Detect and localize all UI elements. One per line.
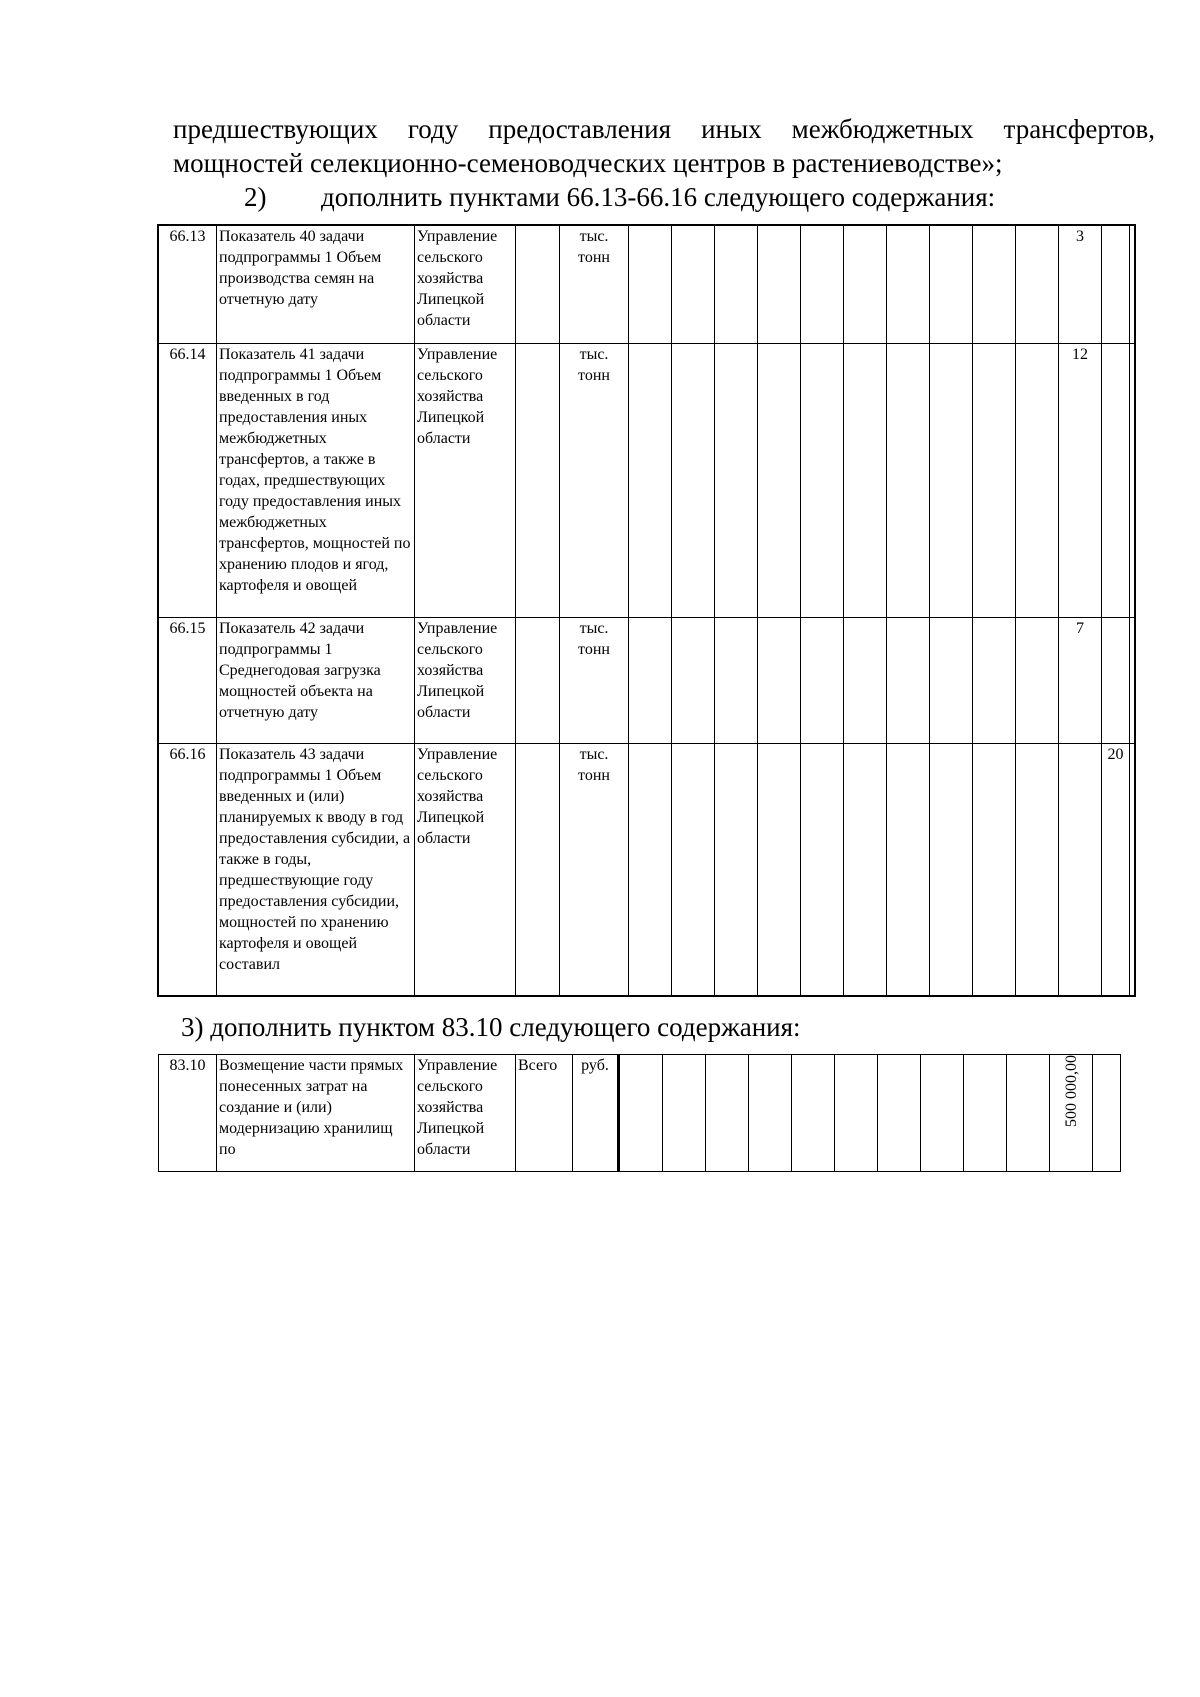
row-number: 66.16 xyxy=(159,744,217,996)
table-row xyxy=(159,226,1135,344)
empty-cell xyxy=(835,1055,878,1172)
empty-cell xyxy=(1007,1055,1050,1172)
empty-cell xyxy=(930,618,973,744)
row-name: Показатель 42 задачи подпрограммы 1 Среднегодовая загрузка мощностей объекта на отчетную дату xyxy=(217,618,415,744)
empty-cell xyxy=(629,226,672,344)
empty-cell xyxy=(758,226,801,344)
empty-cell xyxy=(878,1055,921,1172)
value-text: 500 000,00 xyxy=(1062,1055,1080,1127)
row-unit: тыс. тонн xyxy=(560,618,629,744)
row-value-b xyxy=(1050,1055,1093,1172)
empty-cell xyxy=(706,1055,749,1172)
row-name: Возмещение части прямых понесенных затрат на создание и (или) модернизацию хранилищ по xyxy=(217,1055,415,1172)
table-row xyxy=(159,344,1135,618)
empty-cell xyxy=(672,344,715,618)
row-unit: тыс. тонн xyxy=(560,226,629,344)
row-unit: руб. xyxy=(573,1055,619,1172)
empty-cell xyxy=(715,618,758,744)
item-2-text: дополнить пунктами 66.13-66.16 следующего содержания: xyxy=(321,182,996,212)
empty-cell xyxy=(844,226,887,344)
item-3-heading: 3) дополнить пунктом 83.10 следующего содержания: xyxy=(181,1012,801,1042)
row-value-b xyxy=(1102,344,1130,618)
empty-cell xyxy=(629,344,672,618)
empty-cell xyxy=(663,1055,706,1172)
empty-cell xyxy=(1016,618,1059,744)
empty-cell xyxy=(973,744,1016,996)
empty-cell xyxy=(887,618,930,744)
row-number: 66.14 xyxy=(159,344,217,618)
empty-cell xyxy=(844,744,887,996)
row-number: 66.13 xyxy=(159,226,217,344)
empty-cell xyxy=(715,744,758,996)
empty-cell xyxy=(715,344,758,618)
item-2-heading xyxy=(173,180,1155,214)
empty-cell xyxy=(801,744,844,996)
row-unit: тыс. тонн xyxy=(560,744,629,996)
empty-cell xyxy=(1130,744,1135,996)
table-row xyxy=(159,744,1135,996)
empty-cell xyxy=(801,618,844,744)
empty-cell xyxy=(672,618,715,744)
row-number: 66.15 xyxy=(159,618,217,744)
row-department: Управление сельского хозяйства Липецкой области xyxy=(415,1055,516,1172)
empty-cell xyxy=(629,618,672,744)
empty-cell xyxy=(930,226,973,344)
row-source xyxy=(516,226,560,344)
empty-cell xyxy=(715,226,758,344)
empty-cell xyxy=(1016,344,1059,618)
row-source xyxy=(516,618,560,744)
measure-table xyxy=(158,1054,1121,1172)
empty-cell xyxy=(921,1055,964,1172)
empty-cell xyxy=(1130,226,1135,344)
empty-cell xyxy=(1016,744,1059,996)
row-value-a: 3 xyxy=(1059,226,1102,344)
empty-cell xyxy=(1130,344,1135,618)
empty-cell xyxy=(801,344,844,618)
row-value-a xyxy=(1059,744,1102,996)
empty-cell xyxy=(758,344,801,618)
empty-cell xyxy=(887,226,930,344)
empty-cell xyxy=(887,344,930,618)
table-row xyxy=(159,618,1135,744)
empty-cell xyxy=(973,618,1016,744)
empty-cell xyxy=(1093,1055,1121,1172)
empty-cell xyxy=(758,618,801,744)
empty-cell xyxy=(792,1055,835,1172)
empty-cell xyxy=(844,618,887,744)
row-source: Всего xyxy=(516,1055,573,1172)
empty-cell xyxy=(973,226,1016,344)
empty-cell xyxy=(619,1055,663,1172)
row-value-b xyxy=(1102,226,1130,344)
empty-cell xyxy=(1130,618,1135,744)
intro-line-1: предшествующих году предоставления иных межбюджетных трансфертов, xyxy=(173,114,1155,144)
empty-cell xyxy=(964,1055,1007,1172)
empty-cell xyxy=(930,344,973,618)
empty-cell xyxy=(629,744,672,996)
row-department: Управление сельского хозяйства Липецкой области xyxy=(415,618,516,744)
row-name: Показатель 43 задачи подпрограммы 1 Объем введенных и (или) планируемых к вводу в год предоставления субсидии, а также в годы, предшествующие году предоставления субсидии, мощностей по хранению картофеля и овощей составил xyxy=(217,744,415,996)
empty-cell xyxy=(801,226,844,344)
empty-cell xyxy=(672,226,715,344)
row-unit: тыс. тонн xyxy=(560,344,629,618)
row-value-a: 7 xyxy=(1059,618,1102,744)
row-source xyxy=(516,744,560,996)
intro-line-2: мощностей селекционно-семеноводческих центров в растениеводстве»; xyxy=(173,148,1003,178)
row-department: Управление сельского хозяйства Липецкой области xyxy=(415,226,516,344)
indicators-table xyxy=(158,225,1135,996)
empty-cell xyxy=(887,744,930,996)
empty-cell xyxy=(749,1055,792,1172)
row-source xyxy=(516,344,560,618)
item-2-number: 2) xyxy=(244,182,267,212)
empty-cell xyxy=(1016,226,1059,344)
row-number: 83.10 xyxy=(159,1055,217,1172)
row-name: Показатель 40 задачи подпрограммы 1 Объем производства семян на отчетную дату xyxy=(217,226,415,344)
row-name: Показатель 41 задачи подпрограммы 1 Объем введенных в год предоставления иных межбюджетных трансфертов, а также в годах, предшествующих году предоставления иных межбюджетных трансфертов, мощностей по хранению плодов и ягод, картофеля и овощей xyxy=(217,344,415,618)
empty-cell xyxy=(930,744,973,996)
row-department: Управление сельского хозяйства Липецкой области xyxy=(415,744,516,996)
empty-cell xyxy=(973,344,1016,618)
empty-cell xyxy=(758,744,801,996)
intro-text xyxy=(173,112,1155,214)
row-value-b xyxy=(1102,618,1130,744)
row-value-a: 12 xyxy=(1059,344,1102,618)
table-row xyxy=(159,1055,1121,1172)
empty-cell xyxy=(844,344,887,618)
row-department: Управление сельского хозяйства Липецкой области xyxy=(415,344,516,618)
empty-cell xyxy=(672,744,715,996)
row-value-b: 20 xyxy=(1102,744,1130,996)
